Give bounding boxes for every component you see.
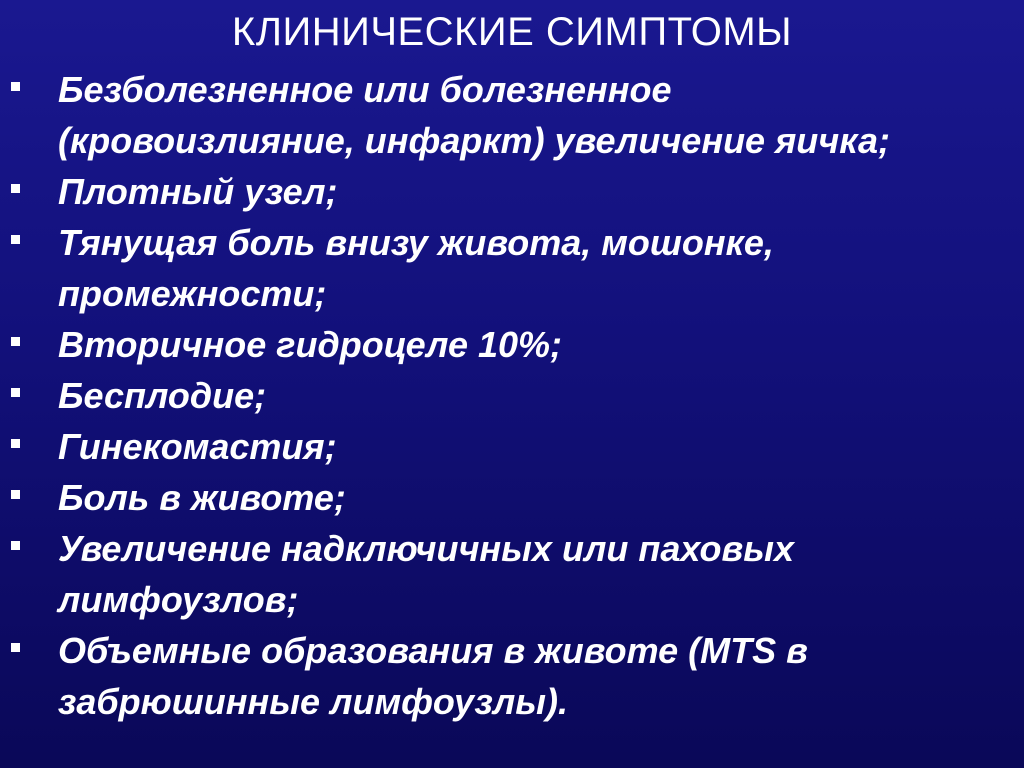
- square-bullet-icon: [11, 337, 20, 346]
- list-item: [0, 370, 1024, 421]
- list-item: [0, 625, 1024, 727]
- list-item: [0, 166, 1024, 217]
- list-item: [0, 217, 1024, 319]
- list-item: [0, 319, 1024, 370]
- list-item-text: Безболезненное или болезненное (кровоизлияние, инфаркт) увеличение яичка;: [58, 69, 890, 161]
- square-bullet-icon: [11, 388, 20, 397]
- square-bullet-icon: [11, 541, 20, 550]
- square-bullet-icon: [11, 82, 20, 91]
- square-bullet-icon: [11, 490, 20, 499]
- list-item: [0, 523, 1024, 625]
- list-item: [0, 421, 1024, 472]
- list-item-text: Боль в животе;: [58, 477, 346, 518]
- list-item-text: Плотный узел;: [58, 171, 338, 212]
- list-item: [0, 64, 1024, 166]
- symptom-list: [0, 64, 1024, 727]
- list-item-text: Объемные образования в животе (MTS в забрюшинные лимфоузлы).: [58, 630, 808, 722]
- square-bullet-icon: [11, 643, 20, 652]
- list-item-text: Гинекомастия;: [58, 426, 337, 467]
- slide-title: КЛИНИЧЕСКИЕ СИМПТОМЫ: [231, 10, 793, 54]
- list-item-text: Бесплодие;: [58, 375, 267, 416]
- list-item: [0, 472, 1024, 523]
- square-bullet-icon: [11, 235, 20, 244]
- square-bullet-icon: [11, 439, 20, 448]
- list-item-text: Тянущая боль внизу живота, мошонке, промежности;: [58, 222, 774, 314]
- list-item-text: Вторичное гидроцеле 10%;: [58, 324, 563, 365]
- square-bullet-icon: [11, 184, 20, 193]
- list-item-text: Увеличение надключичных или паховых лимфоузлов;: [58, 528, 794, 620]
